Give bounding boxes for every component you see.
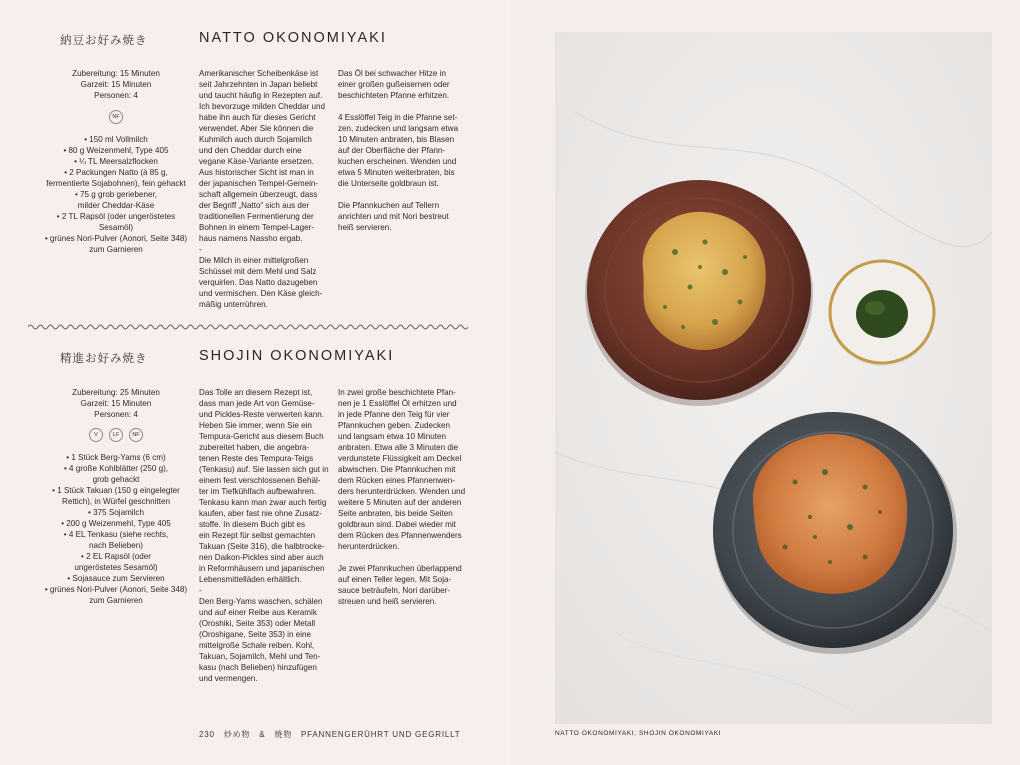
shojin-okonomiyaki <box>753 434 907 594</box>
text-line: auf einen Teller legen. Mit Soja- <box>338 575 452 584</box>
text-line: (Oroshigane, Seite 353) in eine <box>199 630 312 639</box>
text-line: (Tenkasu) auf. Sie lassen sich gut in <box>199 465 329 474</box>
cook-time: Garzeit: 15 Minuten <box>80 399 152 408</box>
text-line: kuchen erscheinen. Wenden und <box>338 157 457 166</box>
text-line: heiß servieren. <box>338 223 392 232</box>
aonori-powder <box>856 290 908 338</box>
text-line: Aus historischer Sicht ist man in <box>199 168 314 177</box>
text-line: habe ihn auch für dieses Gericht <box>199 113 316 122</box>
recipe1-intro-column <box>199 68 329 310</box>
text-line: (Oroshiki, Seite 353) oder Metall <box>199 619 316 628</box>
servings: Personen: 4 <box>94 91 138 100</box>
recipe1-jp-title: 納豆お好み焼き <box>60 33 148 47</box>
footer-jp-section-1: 炒め物 <box>223 730 251 739</box>
text-line: sauce beträufeln, Nori darüber- <box>338 586 451 595</box>
ingredient-line: • grünes Nori-Pulver (Aonori, Seite 348) <box>44 234 188 243</box>
recipe2-badges <box>30 428 202 442</box>
ingredient-line: • 4 große Kohlblätter (250 g), <box>63 464 169 473</box>
text-line: kaufen, aber fast nie ohne Zusatz- <box>199 509 322 518</box>
text-line: der japanischen Tempel-Gemein- <box>199 179 319 188</box>
text-line: abwischen. Die Pfannkuchen mit <box>338 465 456 474</box>
text-line: und vermengen. <box>199 674 258 683</box>
text-line: verquirlen. Das Natto dazugeben <box>199 278 318 287</box>
text-line: goldbraun sind. Dabei wieder mit <box>338 520 456 529</box>
text-line: Bohnen in einem Tempel-Lager- <box>199 223 315 232</box>
recipe1-method-column <box>338 68 468 233</box>
ingredient-line: • 2 EL Rapsöl (oder <box>80 552 152 561</box>
text-line: Die Pfannkuchen auf Tellern <box>338 201 440 210</box>
text-line: einer großen gußeisernen oder <box>338 80 450 89</box>
natto-okonomiyaki <box>643 212 766 350</box>
ingredient-line: nach Belieben) <box>89 541 143 550</box>
text-line: kasu (nach Belieben) hinzufügen <box>199 663 317 672</box>
ingredient-line: • grünes Nori-Pulver (Aonori, Seite 348) <box>44 585 188 594</box>
ingredient-line: zum Garnieren <box>89 596 143 605</box>
text-line: nen je 1 Esslöffel Öl erhitzen und <box>338 399 457 408</box>
text-line: dem Rücken des Pfannenwenders <box>338 531 462 540</box>
cook-time: Garzeit: 15 Minuten <box>80 80 152 89</box>
text-line: auf der Oberfläche der Pfann- <box>338 146 446 155</box>
ingredient-line: • 1 Stück Takuan (150 g eingelegter <box>52 486 180 495</box>
ingredient-line: • 150 ml Vollmilch <box>84 135 148 144</box>
text-line: schaft allgemein überzeugt, dass <box>199 190 318 199</box>
recipe2-title: SHOJIN OKONOMIYAKI <box>199 348 395 364</box>
ingredient-line: • ¼ TL Meersalzflocken <box>74 157 158 166</box>
text-line: streuen und heiß servieren. <box>338 597 437 606</box>
text-line: Den Berg-Yams waschen, schälen <box>199 597 323 606</box>
text-line: Das Tolle an diesem Rezept ist, <box>199 388 313 397</box>
text-line: in jede Pfanne den Teig für vier <box>338 410 450 419</box>
text-line: dass man jede Art von Gemüse- <box>199 399 315 408</box>
text-line: ter im Tiefkühlfach aufbewahren. <box>199 487 316 496</box>
ingredient-line: • 200 g Weizenmehl, Type 405 <box>61 519 171 528</box>
prep-time: Zubereitung: 15 Minuten <box>72 69 160 78</box>
ingredient-line: • Sojasauce zum Servieren <box>67 574 165 583</box>
text-line: Seite anbraten, bis beide Seiten <box>338 509 453 518</box>
text-line: ein Rezept für selbst gemachten <box>199 531 316 540</box>
text-line: 10 Minuten anbraten, bis Blasen <box>338 135 455 144</box>
text-line: und taucht häufig in Rezepten auf. <box>199 91 323 100</box>
ingredient-line: Sesamöl) <box>98 223 134 232</box>
text-line: ders herunterdrücken. Wenden und <box>338 487 466 496</box>
text-line: Tenkasu kann man zwar auch fertig <box>199 498 327 507</box>
text-line <box>338 552 468 563</box>
text-line: einem fest verschlossenen Behäl- <box>199 476 321 485</box>
text-line: und auf einer Reibe aus Keramik <box>199 608 317 617</box>
text-line: mäßig unterrühren. <box>199 300 268 309</box>
text-line: seit Jahrzehnten in Japan beliebt <box>199 80 318 89</box>
ingredient-line: fermentierte Sojabohnen), fein gehackt <box>46 179 186 188</box>
text-line: traditionellen Fermentierung der <box>199 212 314 221</box>
ingredient-line: milder Cheddar-Käse <box>77 201 155 210</box>
text-line: Schüssel mit dem Mehl und Salz <box>199 267 317 276</box>
text-line: in Reformhäusern und japanischen <box>199 564 325 573</box>
text-line: dem Rücken eines Pfannenwen- <box>338 476 455 485</box>
text-line: Amerikanischer Scheibenkäse ist <box>199 69 319 78</box>
recipe2-method-column <box>338 387 468 607</box>
vegan-badge: V <box>89 428 103 442</box>
recipe1-meta <box>30 68 202 101</box>
text-line: In zwei große beschichtete Pfan- <box>338 388 456 397</box>
text-line: Die Milch in einer mittelgroßen <box>199 256 309 265</box>
text-line <box>338 189 468 200</box>
text-line: - <box>199 586 202 595</box>
text-line: Ich bevorzuge milden Cheddar und <box>199 102 325 111</box>
footer-section-title: PFANNENGERÜHRT UND GEGRILLT <box>301 730 461 739</box>
prep-time: Zubereitung: 25 Minuten <box>72 388 160 397</box>
wavy-divider <box>28 322 468 332</box>
text-line: Pfannkuchen geben. Zudecken <box>338 421 451 430</box>
text-line: tenen Reste des Tempura-Teigs <box>199 454 314 463</box>
ingredient-line: • 2 Packungen Natto (à 85 g, <box>64 168 168 177</box>
text-line: Tempura-Gericht aus diesem Buch <box>199 432 324 441</box>
ingredient-line: Rettich), in Würfel geschnitten <box>62 497 170 506</box>
text-line: die Unterseite goldbraun ist. <box>338 179 439 188</box>
text-line: Kuhmilch auch durch Sojamilch <box>199 135 312 144</box>
text-line: 4 Esslöffel Teig in die Pfanne set- <box>338 113 458 122</box>
text-line: haus namens Nassho ergab. <box>199 234 303 243</box>
text-line: Je zwei Pfannkuchen überlappend <box>338 564 462 573</box>
text-line: Heben Sie immer, wenn Sie ein <box>199 421 312 430</box>
text-line: verdunstete Flüssigkeit am Deckel <box>338 454 462 463</box>
text-line: beschichteten Pfanne erhitzen. <box>338 91 450 100</box>
page-footer <box>199 729 466 740</box>
text-line: zubereitet haben, die angebra- <box>199 443 310 452</box>
text-line: Takuan, Sojamilch, Mehl und Ten- <box>199 652 321 661</box>
text-line: Lebensmittelläden erhältlich. <box>199 575 302 584</box>
servings: Personen: 4 <box>94 410 138 419</box>
page-number: 230 <box>199 730 215 739</box>
ingredient-line: • 1 Stück Berg-Yams (6 cm) <box>66 453 166 462</box>
text-line: Takuan (Seite 316), die halbtrocke- <box>199 542 325 551</box>
ingredient-line: • 2 TL Rapsöl (oder ungeröstetes <box>56 212 176 221</box>
text-line: anbraten. Etwa alle 3 Minuten die <box>338 443 459 452</box>
ingredient-line: • 375 Sojamilch <box>88 508 144 517</box>
text-line: anrichten und mit Nori bestreut <box>338 212 449 221</box>
ingredient-line: grob gehackt <box>92 475 140 484</box>
text-line: zen, zudecken und langsam etwa <box>338 124 459 133</box>
text-line: nen Daikon-Pickles sind aber auch <box>199 553 324 562</box>
text-line: etwa 5 Minuten weiterbraten, bis <box>338 168 455 177</box>
recipe2-intro-column <box>199 387 329 684</box>
recipe2-ingredients <box>28 452 204 606</box>
text-line: weitere 5 Minuten auf der anderen <box>338 498 462 507</box>
text-line: stoffe. In diesem Buch gibt es <box>199 520 306 529</box>
ingredient-line: ungeröstetes Sesamöl) <box>74 563 158 572</box>
recipe2-jp-title: 精進お好み焼き <box>60 351 148 365</box>
text-line: Das Öl bei schwacher Hitze in <box>338 69 446 78</box>
text-line: verwendet. Aber Sie können die <box>199 124 314 133</box>
text-line: mittelgroße Schale reiben. Kohl, <box>199 641 315 650</box>
photo-caption: NATTO OKONOMIYAKI; SHOJIN OKONOMIYAKI <box>555 730 722 737</box>
ingredient-line: zum Garnieren <box>89 245 143 254</box>
text-line: herunterdrücken. <box>338 542 400 551</box>
nut-free-badge: NF <box>129 428 143 442</box>
text-line: - <box>199 245 202 254</box>
text-line <box>338 101 468 112</box>
recipe1-ingredients <box>28 134 204 255</box>
lactose-free-badge: LF <box>109 428 123 442</box>
footer-ampersand: & <box>259 730 266 739</box>
nut-free-badge: NF <box>109 110 123 124</box>
recipe1-badges <box>30 110 202 124</box>
recipe2-meta <box>30 387 202 420</box>
text-line: und langsam etwa 10 Minuten <box>338 432 446 441</box>
food-photo <box>555 32 992 724</box>
text-line: und Pickles-Reste verwerten kann. <box>199 410 325 419</box>
text-line: und den Cheddar durch eine <box>199 146 302 155</box>
footer-jp-section-2: 焼物 <box>274 730 292 739</box>
text-line: vegane Käse-Variante ersetzen. <box>199 157 315 166</box>
ingredient-line: • 4 EL Tenkasu (siehe rechts, <box>63 530 169 539</box>
ingredient-line: • 80 g Weizenmehl, Type 405 <box>63 146 169 155</box>
text-line: und vermischen. Den Käse gleich- <box>199 289 323 298</box>
ingredient-line: • 75 g grob geriebener, <box>74 190 158 199</box>
recipe1-title: NATTO OKONOMIYAKI <box>199 30 387 46</box>
text-line: der Begriff „Natto“ sich aus der <box>199 201 310 210</box>
